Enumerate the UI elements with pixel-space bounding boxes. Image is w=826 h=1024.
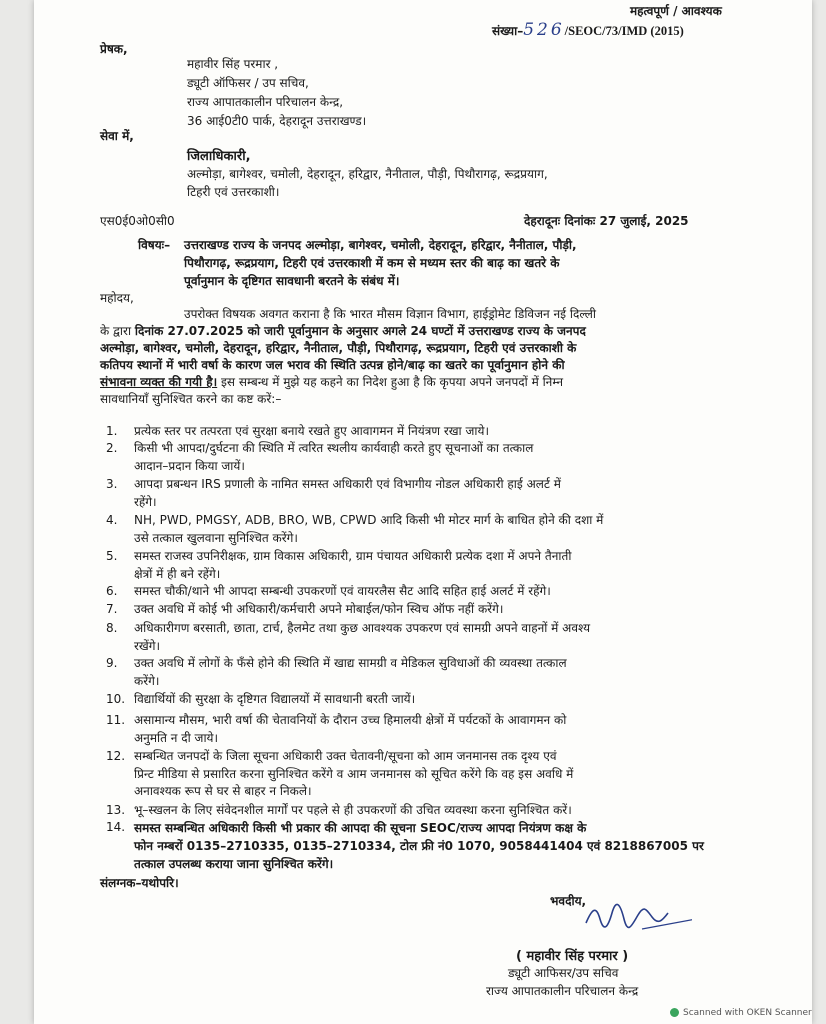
instruction-text-line-1: सम्बन्धित जनपदों के जिला सूचना अधिकारी उक्त चेतावनी/सूचना को आम जनमानस तक दृश्य एवं xyxy=(134,749,557,763)
sender-label: प्रेषक, xyxy=(100,42,128,56)
handwritten-signature xyxy=(582,895,692,935)
instruction-text-line-1: समस्त सम्बन्धित अधिकारी किसी भी प्रकार की आपदा की सूचना SEOC/राज्य आपदा नियंत्रण कक्ष के xyxy=(134,821,587,835)
instruction-text xyxy=(134,819,730,873)
subject-line3: पूर्वानुमान के दृष्टिगत सावधानी बरतने के संबंध में। xyxy=(184,274,400,288)
subject-line1: उत्तराखण्ड राज्य के जनपद अल्मोड़ा, बागेश्वर, चमोली, देहरादून, हरिद्वार, नैनीताल, पौड़ी, xyxy=(184,238,577,252)
instruction-text-line-1: अधिकारीगण बरसाती, छाता, टार्च, हैलमेट तथा कुछ आवश्यक उपकरण एवं सामग्री अपने वाहनों में अवश्य xyxy=(134,621,591,635)
instruction-text-line-3: अनावश्यक रूप से घर से बाहर न निकले। xyxy=(134,784,312,798)
instruction-number: 11. xyxy=(106,713,126,727)
instruction-text-line-2: रहेंगे। xyxy=(134,494,157,509)
closing: भवदीय, xyxy=(550,894,587,908)
subject-line2: पिथौरागढ़, रूद्रप्रयाग, टिहरी एवं उत्तरकाशी में कम से मध्यम स्तर की बाढ़ का खतरे के xyxy=(184,256,560,270)
instruction-text-line-2: रखेंगे। xyxy=(134,638,161,653)
reference-handwritten-number: 526 xyxy=(523,20,565,40)
body-line4: कतिपय स्थानों में भारी वर्षा के कारण जल भराव की स्थिति उत्पन्न होने/बाढ़ का खतरे का पूर्वानुमान होने की xyxy=(100,358,565,372)
instruction-text-line-2: क्षेत्रों में ही बने रहेंगे। xyxy=(134,566,221,581)
date-value: 27 जुलाई, 2025 xyxy=(599,214,689,228)
sender-office: राज्य आपातकालीन परिचालन केन्द्र, xyxy=(187,95,344,109)
body-line6: सावधानियाँ सुनिश्चित करने का कष्ट करें:– xyxy=(100,392,282,406)
instruction-text-line-1: समस्त चौकी/थाने भी आपदा सम्बन्धी उपकरणों एवं वायरलैस सैट आदि सहित हाई अलर्ट में रहेंगे। xyxy=(134,584,551,598)
subject-label: विषयः– xyxy=(138,238,171,252)
instruction-text xyxy=(134,440,730,475)
instruction-text xyxy=(134,512,730,547)
instruction-text xyxy=(134,476,730,511)
instruction-text xyxy=(134,712,730,747)
sender-designation: ड्यूटी ऑफिसर / उप सचिव, xyxy=(187,76,309,90)
instruction-text xyxy=(134,748,730,801)
instruction-text-line-2: फोन नम्बरों 0135–2710335, 0135–2710334, टोल फ्री नं0 1070, 9058441404 एवं 8218867005 पर xyxy=(134,839,704,853)
instruction-text-line-1: उक्त अवधि में कोई भी अधिकारी/कर्मचारी अपने मोबाईल/फोन स्विच ऑफ नहीं करेंगे। xyxy=(134,602,504,616)
sender-name: महावीर सिंह परमार , xyxy=(187,57,279,71)
instruction-text xyxy=(134,548,730,583)
instruction-text-line-1: भू–स्खलन के लिए संवेदनशील मार्गों पर पहले से ही उपकरणों की उचित व्यवस्था करना सुनिश्चित करें। xyxy=(134,803,572,817)
recipient-label: सेवा में, xyxy=(100,129,134,143)
date-label: देहरादूनः दिनांकः xyxy=(524,214,596,228)
priority-label: महत्वपूर्ण / आवश्यक xyxy=(630,4,722,18)
scanner-watermark xyxy=(670,1008,812,1018)
instruction-number: 7. xyxy=(106,602,118,616)
instruction-text-line-1: समस्त राजस्व उपनिरीक्षक, ग्राम विकास अधिकारी, ग्राम पंचायत अधिकारी प्रत्येक दशा में अपने तैनाती xyxy=(134,549,572,563)
instruction-text-line-3: तत्काल उपलब्ध कराया जाना सुनिश्चित करेंगे। xyxy=(134,857,334,871)
instruction-number: 8. xyxy=(106,621,118,635)
reference-prefix: संख्या– xyxy=(492,24,524,38)
reference-number xyxy=(492,20,684,40)
signatory-name: ( महावीर सिंह परमार ) xyxy=(516,949,629,964)
instruction-text xyxy=(134,583,730,601)
instruction-number: 12. xyxy=(106,749,126,763)
letter-page xyxy=(34,0,812,1024)
instruction-number: 1. xyxy=(106,424,118,438)
salutation: महोदय, xyxy=(100,291,134,305)
recipient-districts-line2: टिहरी एवं उत्तरकाशी। xyxy=(187,185,280,199)
scanner-watermark-text: Scanned with OKEN Scanner xyxy=(683,1008,812,1018)
instruction-number: 3. xyxy=(106,477,118,491)
instruction-text-line-2: अनुमति न दी जाये। xyxy=(134,730,219,745)
instruction-text xyxy=(134,423,730,441)
body-line5-direction: इस सम्बन्ध में मुझे यह कहने का निदेश हुआ है कि कृपया अपने जनपदों में निम्न xyxy=(217,375,564,389)
recipient-title: जिलाधिकारी, xyxy=(187,149,251,164)
scanner-logo-icon xyxy=(670,1008,679,1017)
instruction-text-line-2: प्रिन्ट मीडिया से प्रसारित करना सुनिश्चित करेंगे व आम जनमानस को सूचित करेंगे कि वह इस अवधि में xyxy=(134,766,574,781)
body-line2-forecast: दिनांक 27.07.2025 को जारी पूर्वानुमान के अनुसार अगले 24 घण्टों में उत्तराखण्ड राज्य के जनपद xyxy=(134,324,586,338)
instruction-number: 6. xyxy=(106,584,118,598)
instruction-number: 13. xyxy=(106,803,126,817)
body-line1: उपरोक्त विषयक अवगत कराना है कि भारत मौसम विज्ञान विभाग, हाईड्रोमेट डिविजन नई दिल्ली xyxy=(184,307,596,321)
body-line5 xyxy=(100,373,563,390)
body-line2 xyxy=(100,322,586,339)
signatory-office: राज्य आपातकालीन परिचालन केन्द्र xyxy=(486,984,639,998)
instruction-text-line-1: आपदा प्रबन्धन IRS प्रणाली के नामित समस्त अधिकारी एवं विभागीय नोडल अधिकारी हाई अलर्ट में xyxy=(134,477,561,491)
reference-suffix: /SEOC/73/IMD (2015) xyxy=(564,24,684,38)
instruction-number: 4. xyxy=(106,513,118,527)
date-line xyxy=(524,212,689,229)
instruction-text xyxy=(134,601,730,619)
instruction-number: 9. xyxy=(106,656,118,670)
body-line5-probability: संभावना व्यक्त की गयी है। xyxy=(100,375,218,389)
instruction-text-line-1: प्रत्येक स्तर पर तत्परता एवं सुरक्षा बनाये रखते हुए आवागमन में नियंत्रण रखा जाये। xyxy=(134,424,489,438)
instruction-text xyxy=(134,802,730,820)
enclosure-note: संलग्नक–यथोपरि। xyxy=(100,876,179,890)
body-line3: अल्मोड़ा, बागेश्वर, चमोली, देहरादून, हरिद्वार, नैनीताल, पौड़ी, पिथौरागढ़, रूद्रप्रयाग, टिहरी एवं उत्तरकाशी के xyxy=(100,341,577,355)
instruction-text xyxy=(134,655,730,690)
instruction-number: 10. xyxy=(106,692,126,706)
recipient-districts-line1: अल्मोड़ा, बागेश्वर, चमोली, देहरादून, हरिद्वार, नैनीताल, पौड़ी, पिथौरागढ़, रूद्रप्रयाग, xyxy=(187,167,548,181)
instruction-text-line-2: आदान–प्रदान किया जायें। xyxy=(134,458,245,473)
instruction-number: 14. xyxy=(106,820,126,834)
instruction-number: 5. xyxy=(106,549,118,563)
instruction-text-line-1: विद्यार्थियों की सुरक्षा के दृष्टिगत विद्यालयों में सावधानी बरती जायें। xyxy=(134,692,416,706)
instruction-text-line-2: करेंगे। xyxy=(134,673,160,688)
instruction-text-line-2: उसे तत्काल खुलवाना सुनिश्चित करेंगे। xyxy=(134,530,298,545)
instruction-number: 2. xyxy=(106,441,118,455)
signatory-designation: ड्यूटी आफिसर/उप सचिव xyxy=(508,966,619,980)
instruction-text-line-1: किसी भी आपदा/दुर्घटना की स्थिति में त्वरित स्थलीय कार्यवाही करते हुए सूचनाओं का तत्काल xyxy=(134,441,534,455)
instruction-text-line-1: असामान्य मौसम, भारी वर्षा की चेतावनियों के दौरान उच्च हिमालयी क्षेत्रों में पर्यटकों के आवागमन को xyxy=(134,713,567,727)
instruction-text xyxy=(134,620,730,655)
sender-address: 36 आई0टी0 पार्क, देहरादून उत्तराखण्ड। xyxy=(187,114,367,128)
office-code: एस0ई0ओ0सी0 xyxy=(100,214,175,228)
instruction-text-line-1: NH, PWD, PMGSY, ADB, BRO, WB, CPWD आदि किसी भी मोटर मार्ग के बाधित होने की दशा में xyxy=(134,513,604,527)
body-line2-prefix: के द्वारा xyxy=(100,324,135,338)
instruction-text-line-1: उक्त अवधि में लोगों के फँसे होने की स्थिति में खाद्य सामग्री व मेडिकल सुविधाओं की व्यवस्था तत्काल xyxy=(134,656,567,670)
instruction-text xyxy=(134,691,730,709)
